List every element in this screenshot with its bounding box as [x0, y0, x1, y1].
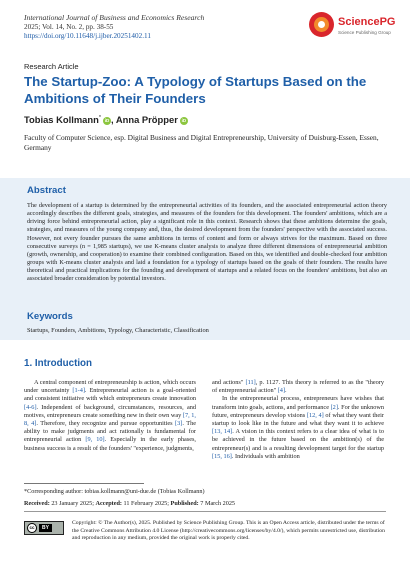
journal-volume: 2025; Vol. 14, No. 2, pp. 38-55	[24, 22, 114, 31]
body-text: and actions"	[212, 379, 246, 386]
introduction-heading: 1. Introduction	[24, 358, 93, 369]
body-text: In the entrepreneurial process, entrepreneurs have wishes that transform into goals, actions, and performance	[212, 395, 384, 411]
cc-badge-label: cc	[27, 523, 37, 533]
doi-link[interactable]: https://doi.org/10.11648/j.ijber.20251402.11	[24, 32, 151, 41]
body-paragraph	[24, 379, 196, 453]
accepted-label: Accepted:	[95, 500, 122, 507]
publisher-logo[interactable]	[309, 9, 399, 41]
publisher-subtitle: Science Publishing Group	[338, 30, 391, 35]
cc-by-license-icon[interactable]	[24, 521, 64, 535]
corresponding-author-footnote: *Corresponding author: tobias.kollmann@uni-due.de (Tobias Kollmann)	[24, 488, 205, 495]
body-text: . The ability to make judgments and act rationally is fundamental for entrepreneurial action	[24, 420, 196, 444]
author-name[interactable]: Tobias Kollmann	[24, 114, 99, 125]
orcid-icon[interactable]: iD	[181, 118, 187, 123]
citation-link[interactable]: [1-4]	[72, 387, 85, 395]
body-text: . Entrepreneurial action is a goal-oriented and consistent initiative with which entrepreneurs create innovation	[24, 387, 196, 403]
article-title: The Startup-Zoo: A Typology of Startups Based on the Ambitions of Their Founders	[24, 74, 367, 106]
article-type: Research Article	[24, 62, 79, 71]
citation-link[interactable]: [2]	[330, 403, 338, 411]
body-text: . Therefore, they recognize and pursue opportunities	[36, 420, 176, 428]
copyright-notice: Copyright: © The Author(s), 2025. Published by Science Publishing Group. This is an Open Access article, distributed under the terms of the Creative Commons Attribution 4.0 License (http://creativecommons.org/licenses/by/4.0/), which permits unrestricted use, distribution and reproduction in any medium, provided the original work is properly cited.	[72, 520, 385, 542]
body-text: . Independent of background, circumstances, resources, and motives, entrepreneurs create something new in their own way	[24, 403, 196, 419]
citation-link[interactable]: [15, 16]	[212, 452, 232, 460]
by-badge-label: BY	[39, 524, 52, 532]
body-text: . For the unknown future, entrepreneurs develop visions	[212, 403, 384, 419]
citation-link[interactable]: [4-6]	[24, 403, 37, 411]
publisher-name: SciencePG	[338, 16, 396, 28]
citation-link[interactable]: [11]	[245, 379, 256, 386]
citation-link[interactable]: [9, 10]	[85, 436, 105, 444]
received-date: 23 January 2025;	[51, 500, 94, 507]
abstract-text: The development of a startup is determined by the entrepreneurial activities of its founders, and the associated entrepreneurial action theory accordingly describes the different goals, strategies, and measures of the founders for this development. The founders' ambitions, which are a driving force behind entrepreneurial action, play a significant role in this context. Research shows that these ambitions determine the goals, strategies, and measures of the young company and, thus, the desired development from the founders' perspective with the associated success. However, not every founder pursues the same ambitions in terms of content and form or always strives for the maximum. Based on three consecutive surveys (n = 1,985 startups), we use K-means cluster analysis to analyze three different dimensions of entrepreneurial ambition (growth, ownership, and cooperation) to examine their combined configuration. Based on this, we identified and double-checked four ambition groups with K-means cluster analysis and laid a foundation for a typology of startups based on the goals of their founders. The results have theoretical and practical implications for the founding and development of startups and a related focus on the founders' ambitions, but also an associated broader consideration by potential investors.	[27, 202, 387, 283]
accepted-date: 11 February 2025;	[123, 500, 169, 507]
author-separator: ,	[110, 114, 114, 125]
journal-name: International Journal of Business and Economics Research	[24, 13, 205, 22]
keywords-text: Startups, Founders, Ambitions, Typology, Characteristic, Classification	[27, 327, 209, 334]
article-dates	[24, 500, 235, 507]
citation-link[interactable]: [12, 4]	[306, 411, 324, 419]
citation-link[interactable]: [4]	[277, 387, 286, 395]
body-text: A central component of entrepreneurship is action, which occurs under uncertainty	[24, 379, 196, 395]
citation-link[interactable]: [7, 1, 8, 4]	[24, 411, 196, 428]
author-affiliation: Faculty of Computer Science, esp. Digital Business and Digital Entrepreneurship, University of Duisburg-Essen, Essen, Germany	[24, 133, 379, 152]
keywords-heading: Keywords	[27, 311, 73, 322]
body-paragraph	[212, 379, 384, 395]
body-column-left	[24, 379, 196, 453]
journal-header	[24, 13, 304, 42]
abstract-heading: Abstract	[27, 185, 66, 196]
body-text: , p. 1127. This theory is referred to as the "theory of entrepreneurial action"	[212, 379, 384, 395]
body-paragraph	[212, 395, 384, 461]
published-date: 7 March 2025	[200, 500, 236, 507]
body-text: . Especially in the early phases, business success is a result of the founders' "experience, judgments,	[24, 436, 196, 452]
dates-divider	[24, 511, 386, 512]
sciencepg-logo-icon	[309, 12, 334, 37]
orcid-icon[interactable]: iD	[104, 118, 110, 123]
author-list	[24, 114, 188, 125]
published-label: Published:	[170, 500, 199, 507]
citation-link[interactable]: [3]	[175, 420, 183, 428]
body-text: . Individuals with ambition	[231, 452, 300, 460]
body-text: of what they want their startup to look like in the future and what they want it to achieve	[212, 411, 384, 428]
body-text: . A vision in this context refers to a clear idea of what is to be achieved in the future based on the ambition(s) of the entrepreneur(s) and is a resulting development target for the startup	[212, 428, 384, 452]
citation-link[interactable]: [13, 14]	[212, 428, 233, 436]
body-column-right	[212, 379, 384, 461]
received-label: Received:	[24, 500, 50, 507]
footnote-divider	[24, 483, 144, 484]
body-text: .	[285, 387, 287, 395]
author-name[interactable]: Anna Pröpper	[115, 114, 178, 125]
corresponding-mark: *	[98, 114, 101, 121]
